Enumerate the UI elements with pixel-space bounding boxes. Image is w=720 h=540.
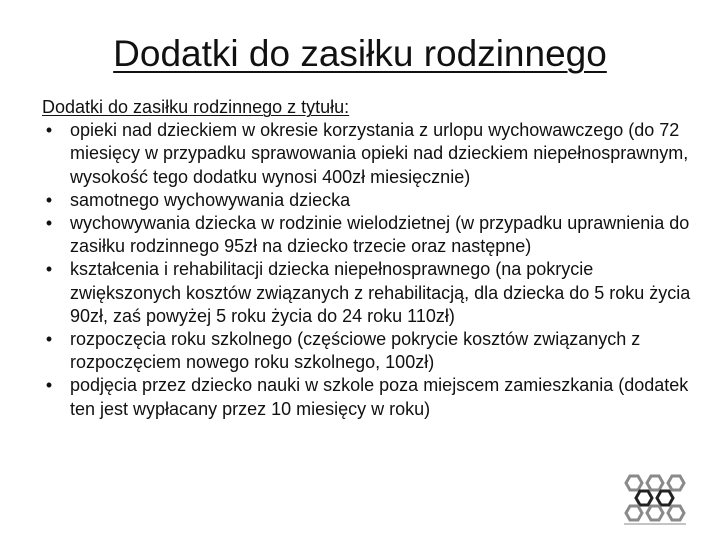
list-item-text: samotnego wychowywania dziecka: [70, 189, 351, 210]
hexagon-logo-icon: [618, 470, 692, 526]
list-item: [42, 374, 702, 420]
slide-content: [42, 96, 702, 421]
bullet-icon: •: [45, 213, 53, 234]
list-item: [42, 189, 702, 212]
bullet-icon: •: [45, 329, 53, 350]
slide-title: Dodatki do zasiłku rodzinnego: [113, 33, 607, 74]
bullet-icon: •: [45, 259, 53, 280]
list-item-text: kształcenia i rehabilitacji dziecka niepełnosprawnego (na pokrycie zwiększonych kosztów związanych z rehabilitacją, dla dziecka do 5 roku życia 90zł, zaś powyżej 5 roku życia do 24 roku 110zł): [70, 259, 691, 326]
list-item: [42, 119, 702, 189]
list-item-text: rozpoczęcia roku szkolnego (częściowe pokrycie kosztów związanych z rozpoczęciem nowego roku szkolnego, 100zł): [70, 329, 641, 373]
list-item: [42, 258, 702, 328]
list-item-text: wychowywania dziecka w rodzinie wielodzietnej (w przypadku uprawnienia do zasiłku rodzinnego 95zł na dziecko trzecie oraz następne): [70, 213, 690, 257]
list-item-text: opieki nad dzieckiem w okresie korzystania z urlopu wychowawczego (do 72 miesięcy w przypadku sprawowania opieki nad dzieckiem niepełnosprawnym, wysokość tego dodatku wynosi 400zł miesięcznie): [70, 120, 689, 187]
list-item-text: podjęcia przez dziecko nauki w szkole poza miejscem zamieszkania (dodatek ten jest wypłacany przez 10 miesięcy w roku): [70, 375, 689, 419]
bullet-list: [42, 119, 702, 421]
list-item: [42, 212, 702, 258]
intro-text: Dodatki do zasiłku rodzinnego z tytułu:: [42, 97, 350, 117]
bullet-icon: •: [45, 375, 53, 396]
bullet-icon: •: [45, 189, 53, 210]
list-item: [42, 328, 702, 374]
bullet-icon: •: [45, 120, 53, 141]
